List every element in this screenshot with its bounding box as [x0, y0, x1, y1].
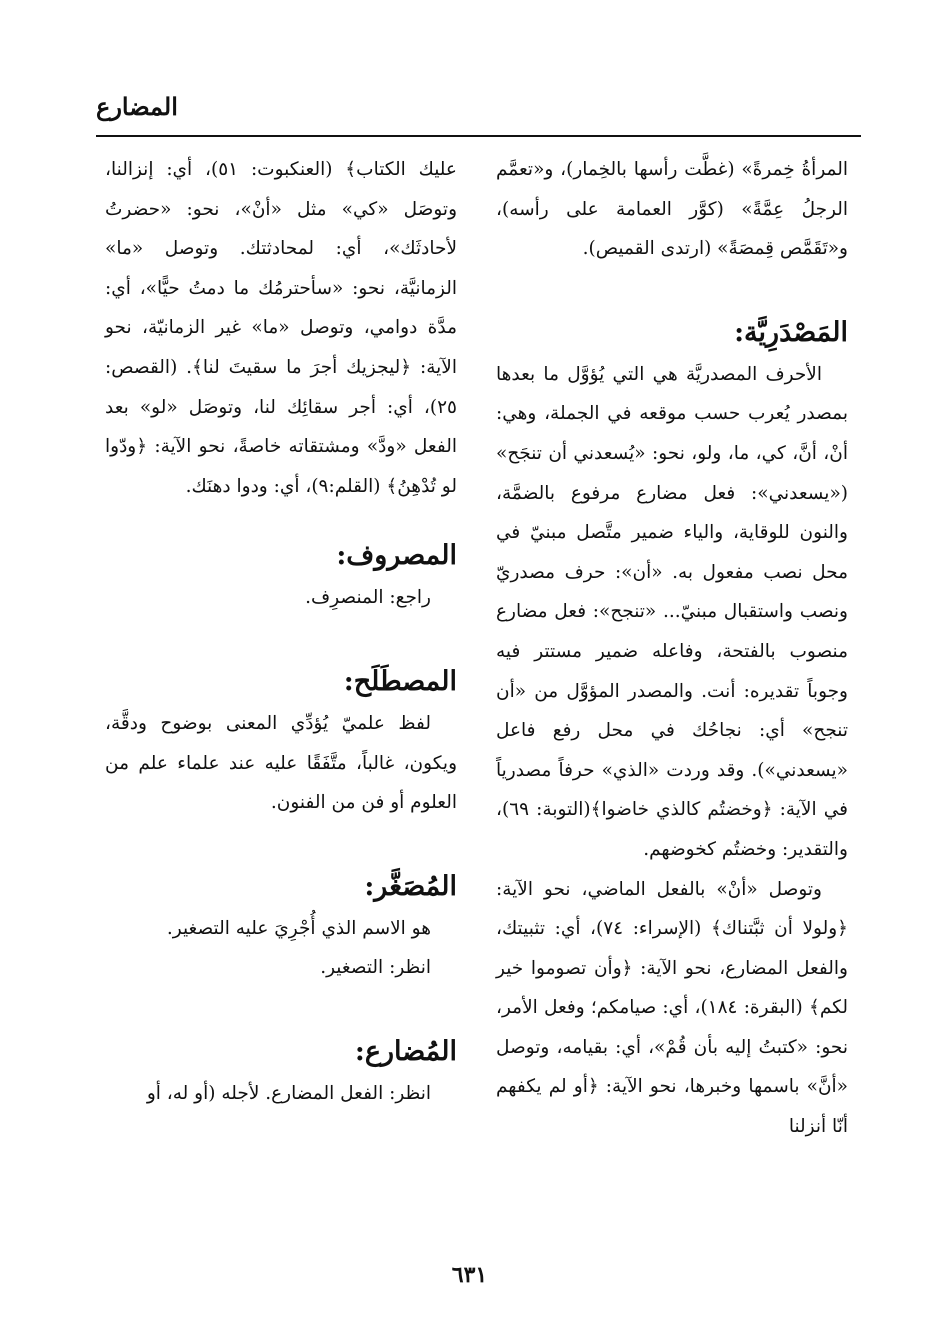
right-column — [496, 150, 848, 1147]
masruf-text: راجع: المنصرِف. — [305, 587, 431, 609]
header-rule — [96, 135, 861, 137]
right-intro-paragraph: المرأةُ خِمرةً» (غطَّت رأسها بالخِمار)، و«تعمَّم الرجلُ عِمَّةً» (كوَّر العمامة على رأسه)، و«تَقَمَّص قِمصَةً» (ارتدى القميص). — [496, 159, 848, 260]
running-head: المضارع — [96, 92, 178, 121]
heading-mudari: المُضارع: — [354, 1035, 457, 1067]
musaghghar-line-1: هو الاسم الذي أُجْرِيَ عليه التصغير. — [166, 917, 431, 939]
left-continuation-paragraph: عليك الكتاب﴾ (العنكبوت: ٥١)، أي: إنزالنا، وتوصَل «كي» مثل «أنْ»، نحو: «حضرتُ لأحادثَك»، أي: لمحادثتك. وتوصل «ما» الزمانيَّة، نحو: «سأحترمُك ما دمتُ حيًّا»، أي: مدَّة دوامي، وتوصل «ما» غير الزمانيّة، نحو الآية: ﴿ليجزيك أجرَ ما سقيتَ لنا﴾. (القصص: ٢٥)، أي: أجر سقائِك لنا، وتوصَل «لو» بعد الفعل «ودَّ» ومشتقاته خاصةً، نحو الآية: ﴿ودّوا لو تُدْهِنُ﴾ (القلم:٩)، أي: ودوا دهنَك. — [105, 159, 457, 497]
masdariyya-paragraph-2: وتوصل «أنْ» بالفعل الماضي، نحو الآية: ﴿ولولا أن ثبَّتناك﴾ (الإسراء: ٧٤)، أي: تثبيتك، والفعل المضارع، نحو الآية: ﴿وأن تصوموا خير لكم﴾ (البقرة: ١٨٤)، أي: صيامكم؛ وفعل الأمر، نحو: «كتبتُ إليه بأن قُمْ»، أي: بقيامه، وتوصل «أنَّ» باسمها وخبرها، نحو الآية: ﴿أو لم يكفهم أنّا أنزلنا — [496, 878, 848, 1138]
mustalah-text: لفظ علميّ يُؤدِّي المعنى بوضوح ودقَّة، ويكون، غالباً، متَّفَقًا عليه عند علماء علم من العلوم أو فن من الفنون. — [105, 712, 457, 814]
heading-musaghghar: المُصَغَّر: — [364, 870, 457, 902]
mudari-text: انظر: الفعل المضارع. لأجله (أو له، أو — [146, 1082, 431, 1104]
masdariyya-paragraph-1: الأحرف المصدريَّة هي التي يُؤوَّل ما بعدها بمصدر يُعرب حسب موقعه في الجملة، وهي: أنْ، أنَّ، كي، ما، ولو، نحو: «يُسعدني أن تنجَح» («يسعدني»: فعل مضارع مرفوع بالضمَّة، والنون للوقاية، والياء ضمير متَّصل مبنيّ في محل نصب مفعول به. «أن»: حرف مصدريّ ونصب واستقبال مبنيّ... «تنجح»: فعل مضارع منصوب بالفتحة، وفاعله ضمير مستتر فيه وجوباً تقديره: أنت. والمصدر المؤوَّل من «أن تنجح» أي: نجاحُك في محل رفع فاعل «يسعدني»). وقد وردت «الذي» حرفاً مصدرياً في الآية: ﴿وخضتُم كالذي خاضوا﴾(التوبة: ٦٩)، والتقدير: وخضتُم كخوضهم. — [496, 363, 848, 860]
heading-mustalah: المصطَلَح: — [343, 665, 457, 697]
heading-masdariyya: المَصْدَرِيَّة: — [734, 316, 848, 348]
musaghghar-line-2: انظر: التصغير. — [320, 957, 431, 979]
left-column — [105, 150, 457, 1114]
heading-masruf: المصروف: — [336, 540, 457, 572]
page-number: ٦٣١ — [451, 1262, 488, 1288]
